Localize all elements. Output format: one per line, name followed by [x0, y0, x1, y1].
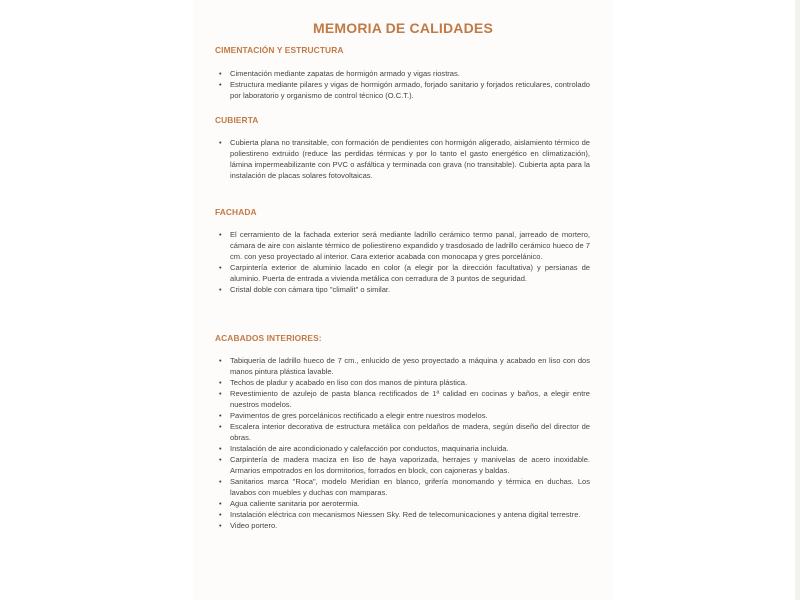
list-item: • Revestimiento de azulejo de pasta blanca rectificados de 1ª calidad en cocinas y baños, a elegir entre nuestros modelos.	[219, 389, 590, 409]
section-list-cubierta	[219, 137, 590, 181]
bullet-icon: •	[219, 80, 222, 89]
bullet-icon: •	[219, 444, 222, 453]
section-heading-cimentacion: CIMENTACIÓN Y ESTRUCTURA	[215, 45, 344, 55]
bullet-icon: •	[219, 521, 222, 530]
document-title: MEMORIA DE CALIDADES	[312, 20, 494, 36]
bullet-icon: •	[219, 378, 222, 387]
list-item: • Agua caliente sanitaria por aerotermia.	[219, 499, 360, 508]
bullet-icon: •	[219, 499, 222, 508]
bullet-icon: •	[219, 356, 222, 365]
list-item: • Techos de pladur y acabado en liso con dos manos de pintura plástica.	[219, 378, 468, 387]
list-item: • Instalación de aire acondicionado y calefacción por conductos, maquinaria incluida.	[219, 444, 509, 453]
list-item: • Tabiquería de ladrillo hueco de 7 cm., enlucido de yeso proyectado a máquina y acabado en liso con dos manos pintura plástica lavable.	[219, 356, 590, 376]
list-item: • Video portero.	[219, 521, 278, 530]
bullet-icon: •	[219, 455, 222, 464]
list-item: • Escalera interior decorativa de estructura metálica con peldaños de madera, según diseño del director de obras.	[219, 422, 590, 442]
section-list-cimentacion	[219, 68, 590, 101]
list-item: • Sanitarios marca "Roca", modelo Meridian en blanco, grifería monomando y térmica en duchas. Los lavabos con muebles y duchas con mamparas.	[219, 477, 590, 497]
list-item: • Instalación eléctrica con mecanismos Niessen Sky. Red de telecomunicaciones y antena digital terrestre.	[219, 510, 581, 519]
bullet-icon: •	[219, 389, 222, 398]
list-item: • Cristal doble con cámara tipo "climalit" o similar.	[219, 285, 391, 294]
bullet-icon: •	[219, 510, 222, 519]
list-item: • Carpintería de madera maciza en liso de haya vaporizada, herrajes y manivelas de acero inoxidable. Armarios empotrados en los dormitorios, forrados en block, con cajoneras y baldas.	[219, 455, 590, 475]
section-list-acabados	[219, 355, 590, 531]
bullet-icon: •	[219, 263, 222, 272]
bullet-icon: •	[219, 69, 222, 78]
section-heading-acabados: ACABADOS INTERIORES:	[215, 333, 322, 343]
list-item: • Cubierta plana no transitable, con formación de pendientes con hormigón aligerado, aislamiento térmico de poliestireno extruido (reduce las perdidas térmicas y por lo tanto el gasto energético en climatización), lámina impermeabilizante con PVC o asfáltica y terminada con grava (no transitable). Cubierta apta para la instalación de placas solares fotovoltaicas.	[219, 138, 590, 180]
section-list-fachada	[219, 229, 590, 295]
bullet-icon: •	[219, 285, 222, 294]
list-item: • El cerramiento de la fachada exterior será mediante ladrillo cerámico termo panal, jarreado de mortero, cámara de aire con aislante térmico de poliestireno expandido y trasdosado de ladrillo cerámico hueco de 7 cm. con yeso proyectado al interior. Cara exterior acabada con monocapa y gres porcelánico.	[219, 230, 590, 261]
list-item: • Pavimentos de gres porcelánicos rectificado a elegir entre nuestros modelos.	[219, 411, 488, 420]
section-heading-fachada: FACHADA	[215, 207, 257, 217]
bullet-icon: •	[219, 422, 222, 431]
document-page	[193, 0, 613, 600]
page-edge-shadow	[795, 0, 800, 600]
bullet-icon: •	[219, 230, 222, 239]
bullet-icon: •	[219, 477, 222, 486]
bullet-icon: •	[219, 138, 222, 147]
list-item: • Carpintería exterior de aluminio lacado en color (a elegir por la dirección facultativa) y persianas de aluminio. Puerta de entrada a vivienda metálica con cerradura de 3 puntos de seguridad.	[219, 263, 590, 283]
list-item: • Estructura mediante pilares y vigas de hormigón armado, forjado sanitario y forjados reticulares, controlado por laboratorio y organismo de control técnico (O.C.T.).	[219, 80, 590, 100]
list-item: • Cimentación mediante zapatas de hormigón armado y vigas riostras.	[219, 69, 460, 78]
bullet-icon: •	[219, 411, 222, 420]
section-heading-cubierta: CUBIERTA	[215, 115, 259, 125]
